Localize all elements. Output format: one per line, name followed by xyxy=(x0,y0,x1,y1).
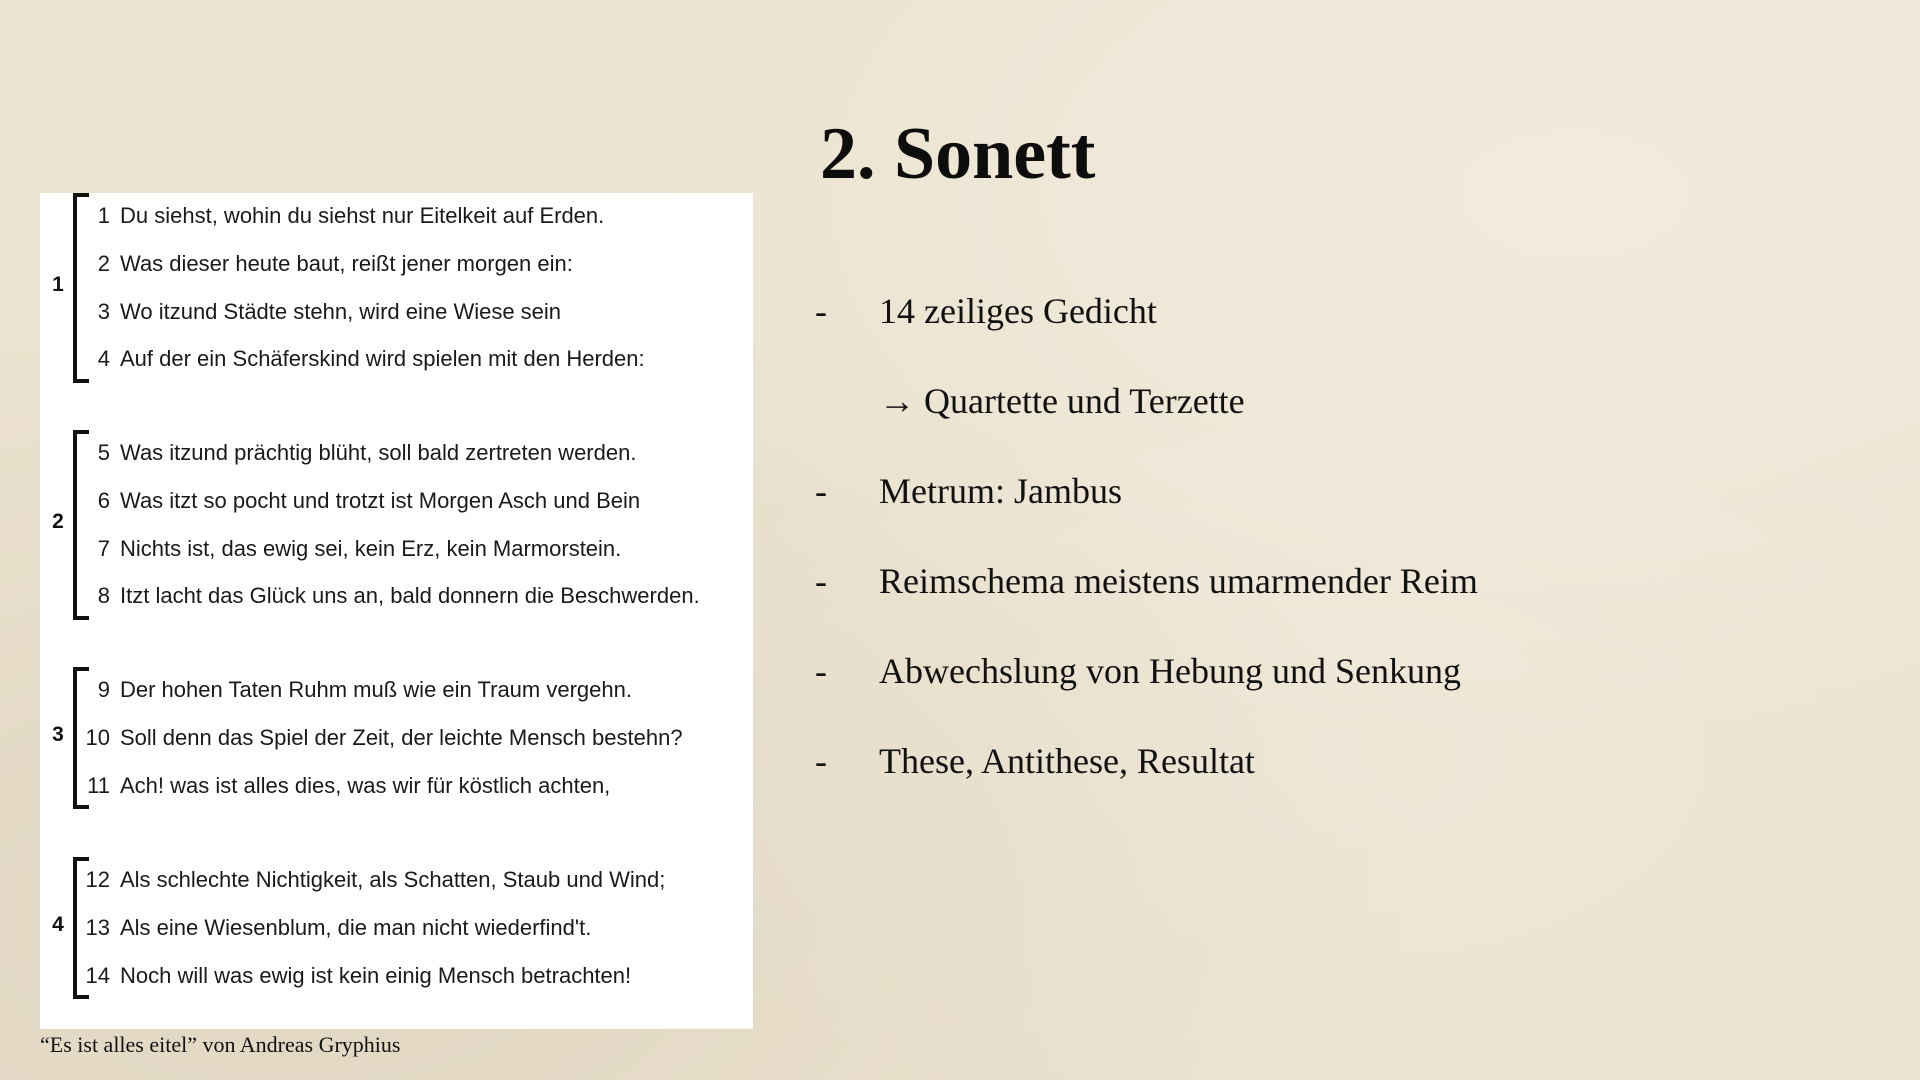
stanza-label: 3 xyxy=(52,723,64,746)
bullet-dash: - xyxy=(815,651,827,691)
line-text: Du siehst, wohin du siehst nur Eitelkeit auf Erden. xyxy=(120,203,605,228)
line-number: 1 xyxy=(97,203,110,228)
line-text: Was itzund prächtig blüht, soll bald zertreten werden. xyxy=(120,440,637,465)
poem-line xyxy=(40,289,753,337)
poem-line xyxy=(40,763,753,811)
line-number: 10 xyxy=(85,725,110,750)
line-text: Was itzt so pocht und trotzt ist Morgen Asch und Bein xyxy=(120,488,641,513)
line-number: 9 xyxy=(97,677,110,702)
line-number: 13 xyxy=(85,915,110,940)
poem-line xyxy=(40,336,753,384)
poem-line xyxy=(40,905,753,953)
line-number: 4 xyxy=(97,346,110,371)
poem-line xyxy=(40,430,753,478)
poem-line xyxy=(40,573,753,621)
bullet-text: → Quartette und Terzette xyxy=(879,381,1245,421)
poem-caption: “Es ist alles eitel” von Andreas Gryphius xyxy=(40,1032,401,1057)
line-text: Itzt lacht das Glück uns an, bald donnern die Beschwerden. xyxy=(120,583,700,608)
poem-line xyxy=(40,241,753,289)
bullet-dash: - xyxy=(815,741,827,781)
stanza-2 xyxy=(40,430,753,620)
bullet-item xyxy=(815,380,1895,430)
line-text: Wo itzund Städte stehn, wird eine Wiese sein xyxy=(120,299,562,324)
line-text: Der hohen Taten Ruhm muß wie ein Traum vergehn. xyxy=(120,677,632,702)
line-number: 2 xyxy=(97,251,110,276)
line-number: 11 xyxy=(87,773,110,798)
bullet-dash: - xyxy=(815,291,827,331)
line-text: Soll denn das Spiel der Zeit, der leichte Mensch bestehn? xyxy=(120,725,683,750)
poem-line xyxy=(40,715,753,763)
slide-title: 2. Sonett xyxy=(820,113,1096,195)
bullet-dash: - xyxy=(815,561,827,601)
poem-line xyxy=(40,857,753,905)
line-text: Als schlechte Nichtigkeit, als Schatten, Staub und Wind; xyxy=(120,867,666,892)
line-number: 14 xyxy=(85,963,110,988)
bullet-text: Reimschema meistens umarmender Reim xyxy=(879,561,1478,601)
line-number: 6 xyxy=(97,488,110,513)
poem-line xyxy=(40,526,753,574)
line-text: Was dieser heute baut, reißt jener morgen ein: xyxy=(120,251,573,276)
poem-line xyxy=(40,478,753,526)
line-number: 3 xyxy=(97,299,110,324)
bullet-dash: - xyxy=(815,471,827,511)
stanza-label: 1 xyxy=(52,273,64,296)
poem-panel xyxy=(40,193,753,1029)
line-text: Noch will was ewig ist kein einig Mensch betrachten! xyxy=(120,963,632,988)
line-text: Auf der ein Schäferskind wird spielen mit den Herden: xyxy=(120,346,645,371)
poem-line xyxy=(40,193,753,241)
bullet-text: 14 zeiliges Gedicht xyxy=(879,291,1157,331)
bullet-item xyxy=(815,650,1895,700)
stanza-label: 4 xyxy=(52,913,64,936)
poem-line xyxy=(40,667,753,715)
line-text: Ach! was ist alles dies, was wir für köstlich achten, xyxy=(120,773,611,798)
poem-line xyxy=(40,953,753,1001)
line-number: 5 xyxy=(97,440,110,465)
stanza-3 xyxy=(40,667,753,857)
stanza-4 xyxy=(40,857,753,1047)
bullet-item xyxy=(815,560,1895,610)
bullet-text: These, Antithese, Resultat xyxy=(879,741,1255,781)
bullet-item xyxy=(815,470,1895,520)
line-number: 12 xyxy=(85,867,110,892)
line-text: Nichts ist, das ewig sei, kein Erz, kein Marmorstein. xyxy=(120,536,622,561)
bullet-text: Abwechslung von Hebung und Senkung xyxy=(879,651,1461,691)
bullet-item xyxy=(815,290,1895,340)
line-number: 8 xyxy=(97,583,110,608)
bullet-text: Metrum: Jambus xyxy=(879,471,1122,511)
stanza-1 xyxy=(40,193,753,383)
line-text: Als eine Wiesenblum, die man nicht wiederfind't. xyxy=(120,915,592,940)
stanza-label: 2 xyxy=(52,510,64,533)
bullet-item xyxy=(815,740,1895,790)
line-number: 7 xyxy=(97,536,110,561)
